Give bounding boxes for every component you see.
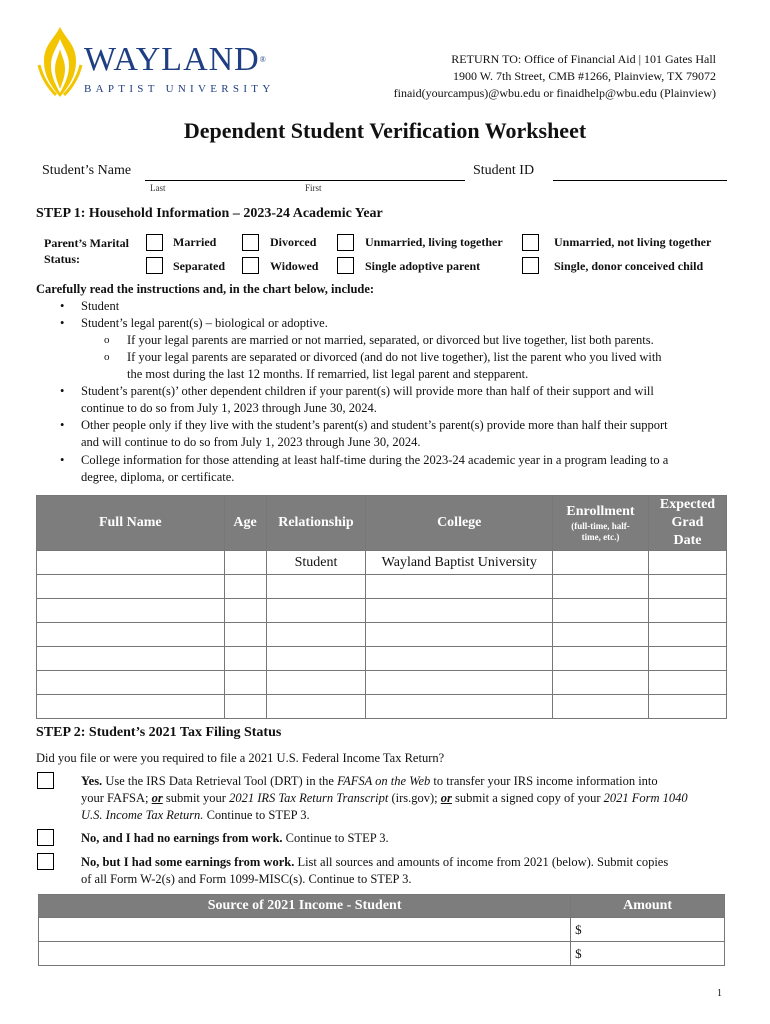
option-separated: Separated — [173, 259, 225, 273]
cell-income-source[interactable] — [39, 942, 571, 966]
option-unmarried-living-together: Unmarried, living together — [365, 235, 503, 249]
table-row — [37, 623, 727, 647]
col-age: Age — [224, 496, 266, 551]
cell-name[interactable] — [37, 599, 225, 623]
option-single-adoptive: Single adoptive parent — [365, 259, 481, 273]
cell-relationship[interactable] — [266, 647, 366, 671]
cell-income-amount[interactable]: $ — [571, 942, 725, 966]
yes-text-5: (irs.gov); — [388, 791, 441, 805]
col-full-name: Full Name — [37, 496, 225, 551]
checkbox-widowed[interactable] — [242, 257, 259, 274]
yes-italic-form: 2021 Form 1040 — [603, 791, 688, 805]
return-line-3: finaid(yourcampus)@wbu.edu or finaidhelp@wbu.edu (Plainview) — [393, 86, 716, 100]
option-divorced: Divorced — [270, 235, 317, 249]
income-table-header — [39, 895, 725, 918]
logo-trademark: ® — [259, 55, 267, 64]
table-row — [39, 942, 725, 966]
cell-college[interactable] — [366, 671, 553, 695]
table-row — [37, 575, 727, 599]
bullet-other-people-line1: Other people only if they live with the student’s parent(s) and student’s parent(s) provide more than half their support — [81, 418, 668, 432]
yes-or-2: or — [440, 791, 452, 805]
yes-text-4: submit your — [162, 791, 230, 805]
option-single-donor: Single, donor conceived child — [554, 259, 704, 273]
bullet-student: Student — [81, 299, 120, 313]
return-line-2: 1900 W. 7th Street, CMB #1266, Plainview, TX 79072 — [452, 69, 716, 83]
cell-grad[interactable] — [648, 671, 726, 695]
sub-bullet-separated-line2: the most during the last 12 months. If remarried, list legal parent and stepparent. — [127, 367, 529, 381]
yes-text-7: Continue to STEP 3. — [203, 808, 310, 822]
cell-relationship[interactable]: Student — [266, 551, 366, 575]
checkbox-single-adoptive[interactable] — [337, 257, 354, 274]
cell-enrollment[interactable] — [553, 671, 649, 695]
sub-bullet-married: If your legal parents are married or not married, separated, or divorced but live together, list both parents. — [127, 333, 654, 347]
bullet-dependent-children-line1: Student’s parent(s)’ other dependent children if your parent(s) will provide more than half of their support and will — [81, 384, 654, 398]
bullet-legal-parents: Student’s legal parent(s) – biological or adoptive. — [81, 316, 328, 330]
cell-college[interactable] — [366, 695, 553, 719]
checkbox-some-earnings[interactable] — [37, 853, 54, 870]
cell-income-source[interactable] — [39, 918, 571, 942]
option-widowed: Widowed — [270, 259, 319, 273]
table-row — [37, 671, 727, 695]
checkbox-unmarried-living-together[interactable] — [337, 234, 354, 251]
checkbox-separated[interactable] — [146, 257, 163, 274]
cell-enrollment[interactable] — [553, 575, 649, 599]
option-unmarried-not-living-together: Unmarried, not living together — [554, 235, 712, 249]
cell-income-amount[interactable]: $ — [571, 918, 725, 942]
bullet-dependent-children-line2: continue to do so from July 1, 2023 through June 30, 2024. — [81, 401, 377, 415]
student-name-field[interactable] — [145, 180, 465, 181]
yes-text-2: to transfer your IRS income information into — [430, 774, 658, 788]
yes-text-6: submit a signed copy of your — [451, 791, 604, 805]
cell-grad[interactable] — [648, 551, 726, 575]
yes-italic-fafsa: FAFSA on the Web — [337, 774, 431, 788]
student-id-field[interactable] — [553, 180, 727, 181]
last-name-caption: Last — [150, 183, 166, 193]
yes-bold: Yes. — [81, 774, 103, 788]
return-line-1: RETURN TO: Office of Financial Aid | 101 Gates Hall — [451, 52, 716, 66]
cell-relationship[interactable] — [266, 575, 366, 599]
col-enrollment-label: Enrollment — [566, 503, 635, 519]
checkbox-yes-filed[interactable] — [37, 772, 54, 789]
cell-enrollment[interactable] — [553, 695, 649, 719]
household-table-header — [37, 496, 727, 551]
cell-grad[interactable] — [648, 695, 726, 719]
option-yes-text — [81, 773, 731, 824]
cell-grad[interactable] — [648, 647, 726, 671]
cell-grad[interactable] — [648, 623, 726, 647]
bullet-college-line1: College information for those attending at least half-time during the 2023-24 academic year in a program leading to a — [81, 453, 669, 467]
checkbox-divorced[interactable] — [242, 234, 259, 251]
some-earnings-bold: No, but I had some earnings from work. — [81, 855, 295, 869]
checkbox-unmarried-not-living-together[interactable] — [522, 234, 539, 251]
table-row — [37, 647, 727, 671]
cell-age[interactable] — [224, 623, 266, 647]
cell-college[interactable] — [366, 575, 553, 599]
student-name-label: Student’s Name — [42, 163, 132, 178]
table-row — [37, 695, 727, 719]
some-earnings-text-1: List all sources and amounts of income from 2021 (below). Submit copies — [294, 855, 669, 869]
table-row — [39, 918, 725, 942]
bullet-dot: • — [60, 453, 65, 467]
tax-return-question: Did you file or were you required to file a 2021 U.S. Federal Income Tax Return? — [36, 751, 445, 765]
cell-relationship[interactable] — [266, 623, 366, 647]
bullet-dot: • — [60, 384, 65, 398]
cell-enrollment[interactable] — [553, 647, 649, 671]
logo-wordmark: WAYLAND — [84, 41, 260, 78]
cell-name[interactable] — [37, 671, 225, 695]
instructions-heading: Carefully read the instructions and, in the chart below, include: — [36, 282, 375, 296]
cell-relationship[interactable] — [266, 695, 366, 719]
first-name-caption: First — [305, 183, 322, 193]
university-logo — [36, 25, 286, 100]
checkbox-married[interactable] — [146, 234, 163, 251]
marital-label-line2: Status: — [44, 252, 81, 266]
option-no-earnings-text — [81, 830, 389, 847]
cell-grad[interactable] — [648, 599, 726, 623]
step2-heading: STEP 2: Student’s 2021 Tax Filing Status — [36, 725, 282, 740]
checkbox-single-donor[interactable] — [522, 257, 539, 274]
cell-college[interactable] — [366, 599, 553, 623]
col-enrollment-sub: (full-time, half-time, etc.) — [571, 520, 630, 542]
bullet-dot: • — [60, 316, 65, 330]
option-some-earnings-text — [81, 854, 731, 888]
option-married: Married — [173, 235, 217, 249]
cell-name[interactable] — [37, 695, 225, 719]
cell-name[interactable] — [37, 623, 225, 647]
cell-age[interactable] — [224, 575, 266, 599]
cell-age[interactable] — [224, 599, 266, 623]
yes-italic-transcript: 2021 IRS Tax Return Transcript — [229, 791, 389, 805]
cell-name[interactable] — [37, 575, 225, 599]
col-income-amount: Amount — [571, 895, 725, 918]
table-row — [37, 599, 727, 623]
sub-bullet-separated-line1: If your legal parents are separated or divorced (and do not live together), list the parent who you lived with — [127, 350, 662, 364]
yes-or-1: or — [151, 791, 163, 805]
cell-name[interactable] — [37, 551, 225, 575]
yes-italic-return: U.S. Income Tax Return. — [81, 808, 204, 822]
cell-college[interactable] — [366, 647, 553, 671]
page-title: Dependent Student Verification Worksheet — [183, 118, 587, 143]
col-enrollment — [553, 496, 649, 551]
col-college: College — [366, 496, 553, 551]
student-id-label: Student ID — [473, 163, 535, 178]
checkbox-no-earnings[interactable] — [37, 829, 54, 846]
cell-grad[interactable] — [648, 575, 726, 599]
yes-text-1: Use the IRS Data Retrieval Tool (DRT) in the — [102, 774, 338, 788]
bullet-dot: • — [60, 418, 65, 432]
bullet-other-people-line2: and will continue to do so from July 1, 2023 through June 30, 2024. — [81, 435, 421, 449]
cell-age[interactable] — [224, 647, 266, 671]
sub-bullet-marker: o — [104, 334, 110, 346]
no-earnings-text: Continue to STEP 3. — [282, 831, 389, 845]
household-table — [36, 495, 727, 719]
no-earnings-bold: No, and I had no earnings from work. — [81, 831, 283, 845]
cell-enrollment[interactable] — [553, 551, 649, 575]
cell-age[interactable] — [224, 551, 266, 575]
page-number: 1 — [717, 988, 722, 999]
cell-enrollment[interactable] — [553, 623, 649, 647]
cell-college[interactable] — [366, 623, 553, 647]
marital-status-label — [44, 235, 129, 267]
return-address — [394, 51, 716, 102]
flame-icon — [36, 25, 84, 99]
col-income-source: Source of 2021 Income - Student — [39, 895, 571, 918]
step1-heading: STEP 1: Household Information – 2023-24 Academic Year — [36, 206, 383, 221]
col-expected-grad: Expected Grad Date — [648, 496, 726, 551]
cell-college[interactable]: Wayland Baptist University — [366, 551, 553, 575]
cell-age[interactable] — [224, 671, 266, 695]
cell-age[interactable] — [224, 695, 266, 719]
cell-name[interactable] — [37, 647, 225, 671]
table-row — [37, 551, 727, 575]
marital-label-line1: Parent’s Marital — [44, 236, 129, 250]
yes-text-3: your FAFSA; — [81, 791, 152, 805]
cell-enrollment[interactable] — [553, 599, 649, 623]
col-relationship: Relationship — [266, 496, 366, 551]
income-table — [38, 894, 725, 966]
sub-bullet-marker: o — [104, 351, 110, 363]
logo-subtitle: BAPTIST UNIVERSITY — [84, 83, 275, 95]
bullet-dot: • — [60, 299, 65, 313]
cell-relationship[interactable] — [266, 599, 366, 623]
cell-relationship[interactable] — [266, 671, 366, 695]
some-earnings-text-2: of all Form W-2(s) and Form 1099-MISC(s). Continue to STEP 3. — [81, 872, 412, 886]
bullet-college-line2: degree, diploma, or certificate. — [81, 470, 235, 484]
